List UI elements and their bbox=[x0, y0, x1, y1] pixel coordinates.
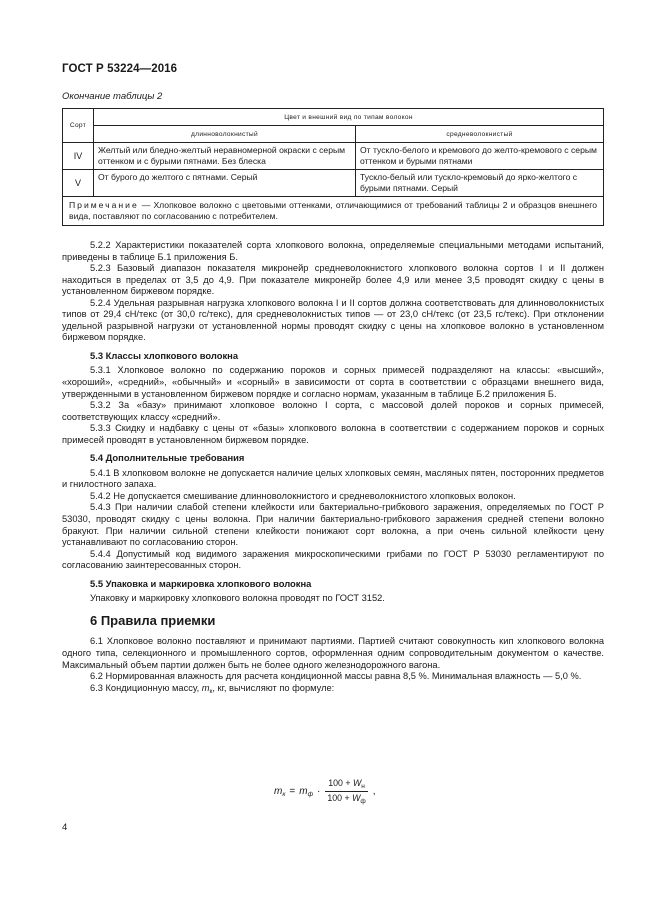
formula-m-sub: ф bbox=[307, 790, 314, 798]
note-label: Примечание bbox=[69, 200, 139, 210]
col-header-medium: средневолокнистый bbox=[356, 126, 604, 143]
paragraph-5-2-2: 5.2.2 Характеристики показателей сорта хлопкового волокна, определяемые специальными методами испытаний, приведены в таблице Б.1 приложения Б. bbox=[62, 240, 604, 262]
formula-lhs bbox=[274, 786, 285, 798]
table-caption: Окончание таблицы 2 bbox=[62, 91, 163, 102]
formula-lhs-sub: к bbox=[282, 790, 286, 798]
conditional-mass-formula bbox=[274, 778, 376, 805]
formula-eq: = bbox=[289, 786, 296, 797]
paragraph-6-2: 6.2 Нормированная влажность для расчета кондиционной массы равна 8,5 %. Минимальная влажность — 5,0 %. bbox=[90, 671, 582, 682]
row-long: От бурого до желтого с пятнами. Серый bbox=[94, 170, 356, 197]
heading-5-4: 5.4 Дополнительные требования bbox=[90, 452, 245, 464]
formula-dot: · bbox=[317, 786, 321, 797]
table-row bbox=[63, 170, 604, 197]
paragraph-5-4-4: 5.4.4 Допустимый код видимого заражения микроскопическими грибами по ГОСТ Р 53030 регламентируют по согласованию заинтересованных сторон. bbox=[62, 548, 604, 571]
fiber-color-table bbox=[62, 108, 604, 226]
table-note bbox=[63, 197, 604, 226]
row-sort: V bbox=[63, 170, 94, 197]
row-long: Желтый или бледно-желтый неравномерной окраски с серым оттенком и с бурыми пятнами. Без блеска bbox=[94, 143, 356, 170]
p63-text-b: , кг, вычисляют по формуле: bbox=[212, 682, 335, 693]
fraction-denominator bbox=[324, 792, 368, 805]
den-w: W bbox=[352, 793, 361, 803]
paragraph-5-3-1: 5.3.1 Хлопковое волокно по содержанию пороков и сорных примесей подразделяют на классы: «высший», «хороший», «средний», «обычный» и «сорный» в зависимости от сорта в соответствии с образцами внешнего вида, утвержденными в установленном биржевом порядке и согласно нормам, указанным в таблице Б.2 приложения Б. bbox=[62, 365, 604, 399]
page-number: 4 bbox=[62, 822, 68, 833]
formula-fraction bbox=[324, 778, 368, 805]
heading-5-5: 5.5 Упаковка и маркировка хлопкового волокна bbox=[90, 577, 312, 589]
den-a: 100 + bbox=[327, 793, 353, 803]
paragraph-5-4-3: 5.4.3 При наличии слабой степени клейкости или бактериально-грибкового заражения, определяемых по ГОСТ Р 53030, проводят скидку с цены волокна. При наличии бактериально-грибкового заражения средней степени волокно бракуют. При наличии сильной степени клейкости понижают сорт волокна, а при очень сильной клейкости цену устанавливают по согласованию сторон. bbox=[62, 502, 604, 548]
col-header-long: длинноволокнистый bbox=[94, 126, 356, 143]
num-a: 100 + bbox=[328, 778, 353, 788]
table-row bbox=[63, 143, 604, 170]
row-medium: Тускло-белый или тускло-кремовый до ярко-желтого с бурыми пятнами. Серый bbox=[356, 170, 604, 197]
paragraph-5-3-3: 5.3.3 Скидку и надбавку с цены от «базы» хлопкового волокна в соответствии с содержанием пороков и сорных примесей проводят в установленном биржевом порядке. bbox=[62, 423, 604, 445]
col-header-group: Цвет и внешний вид по типам волокон bbox=[94, 109, 604, 126]
row-sort: IV bbox=[63, 143, 94, 170]
document-header: ГОСТ Р 53224—2016 bbox=[62, 63, 178, 75]
paragraph-5-5: Упаковку и маркировку хлопкового волокна проводят по ГОСТ 3152. bbox=[90, 593, 385, 604]
paragraph-6-1: 6.1 Хлопковое волокно поставляют и принимают партиями. Партией считают совокупность кип хлопкового волокна одного типа, селекционного и промышленного сортов, оформленная одним сопроводительным документом о качестве. Максимальный объем партии должен быть не более одного железнодорожного вагона. bbox=[62, 636, 604, 670]
note-text: — Хлопковое волокно с цветовыми оттенками, отличающимися от требований таблицы 2 и образцов внешнего вида, поставляют по согласованию с потребителем. bbox=[69, 200, 597, 221]
formula-m bbox=[299, 786, 313, 798]
fraction-numerator bbox=[325, 778, 368, 792]
paragraph-5-4-2: 5.4.2 Не допускается смешивание длинноволокнистого и средневолокнистого хлопковых волокон. bbox=[90, 490, 516, 501]
num-sub: н bbox=[361, 783, 365, 790]
col-header-sort: Сорт bbox=[63, 109, 94, 143]
formula-m-var: m bbox=[299, 785, 308, 797]
paragraph-6-3 bbox=[62, 683, 604, 698]
num-w: W bbox=[352, 778, 362, 788]
formula-tail: , bbox=[372, 786, 376, 797]
paragraph-5-2-4: 5.2.4 Удельная разрывная нагрузка хлопкового волокна I и II сортов должна соответствовать для длинноволокнистых типов от 29,4 сН/текс (от 30,0 гс/текс), для средневолокнистых типов — от 23,0 сН/текс (от 23,5 гс/текс). При отклонении удельной разрывной нагрузки от установленной нормы проводят скидку с цены на хлопковое волокно в установленном биржевом порядке. bbox=[62, 297, 604, 343]
heading-6: 6 Правила приемки bbox=[90, 612, 216, 628]
paragraph-5-3-2: 5.3.2 За «базу» принимают хлопковое волокно I сорта, с массовой долей пороков и сорных примесей, соответствующих классу «средний». bbox=[62, 400, 604, 422]
p63-var: m bbox=[201, 682, 210, 693]
paragraph-5-2-3: 5.2.3 Базовый диапазон показателя микронейр средневолокнистого хлопкового волокна сортов I и II должен находиться в пределах от 3,5 до 4,9. При показателе микронейр более 4,9 или менее 3,5 проводят скидку с цены в установленном биржевом порядке. bbox=[62, 263, 604, 297]
paragraph-5-4-1: 5.4.1 В хлопковом волокне не допускается наличие целых хлопковых семян, масляных пятен, посторонних предметов и гнилостного запаха. bbox=[62, 467, 604, 490]
document-body bbox=[62, 240, 604, 697]
p63-text-a: 6.3 Кондиционную массу, bbox=[90, 682, 202, 693]
den-sub: ф bbox=[360, 798, 366, 805]
p63-sub: к bbox=[209, 687, 213, 695]
formula-lhs-var: m bbox=[274, 785, 283, 797]
heading-5-3: 5.3 Классы хлопкового волокна bbox=[90, 349, 239, 361]
row-medium: От тускло-белого и кремового до желто-кремового с серым оттенком и бурыми пятнами bbox=[356, 143, 604, 170]
